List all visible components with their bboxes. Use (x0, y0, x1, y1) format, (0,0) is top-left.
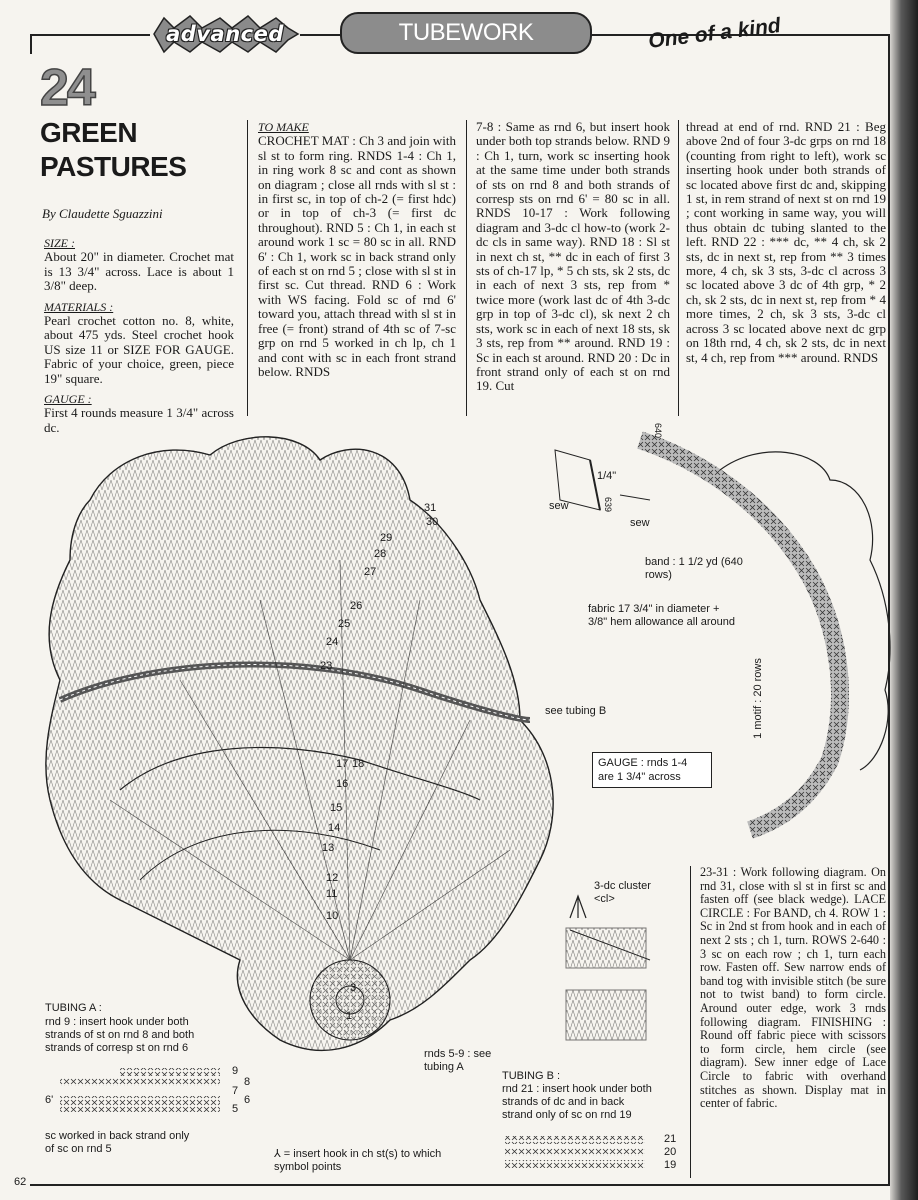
round-number-label: 1 (346, 1010, 353, 1022)
tubing-a-six-prime: 6' (45, 1094, 54, 1106)
round-number-label: 16 (336, 778, 349, 790)
tubing-a-text: rnd 9 : insert hook under both strands of st on rnd 8 and both strands of corresp st on rnd 6 (45, 1016, 195, 1054)
motif-label: 1 motif : 20 rows (751, 658, 764, 739)
round-number-label: 27 (364, 566, 377, 578)
round-number-label: 13 (322, 842, 335, 854)
insert-hook-icon: ⅄ (274, 1148, 284, 1160)
round-number-label: 28 (374, 548, 387, 560)
gauge-text: First 4 rounds measure 1 3/4" across dc. (44, 405, 234, 435)
mat-wedge (46, 437, 553, 1051)
sew-label-right: sew (630, 517, 650, 529)
tubing-b-rows (505, 1136, 645, 1168)
size-label: SIZE : (44, 236, 75, 250)
gauge-label: GAUGE : (44, 392, 92, 407)
tubing-b-title: TUBING B : (502, 1070, 561, 1082)
materials-label: MATERIALS : (44, 299, 114, 314)
tagline: One of a kind (647, 13, 782, 54)
round-number-label: 29 (380, 532, 393, 544)
cluster-symbol (566, 896, 650, 1040)
sew-label-left: sew (549, 500, 569, 512)
round-number-label: 18 (352, 758, 365, 770)
fabric-label: fabric 17 3/4" in diameter + 3/8" hem allowance all around (588, 603, 735, 628)
to-make-label: TO MAKE (258, 120, 309, 134)
tubework-badge: TUBEWORK (340, 12, 592, 54)
round-number-label: 3 (350, 982, 357, 994)
cluster-label: 3-dc cluster <cl> (594, 880, 651, 905)
symbol-note: ⅄ = insert hook in ch st(s) to which symbol points (274, 1148, 442, 1173)
pattern-title: GREEN PASTURES (40, 117, 187, 182)
round-number-label: 30 (426, 516, 439, 528)
round-number-label: 25 (338, 618, 351, 630)
tubing-a-note: sc worked in back strand only of sc on rnd 5 (45, 1130, 190, 1155)
materials-text: Pearl crochet cotton no. 8, white, about 475 yds. Steel crochet hook US size 11 or SIZE FOR GAUGE. Fabric of your choice, green, piece 19" square. (44, 313, 234, 386)
pattern-number: 24 (40, 59, 94, 117)
round-number-label: 10 (326, 910, 339, 922)
tubing-a-title: TUBING A : (45, 1002, 102, 1014)
tubing-a-row-number: 5 (232, 1103, 239, 1115)
instructions-col2: CROCHET MAT : Ch 3 and join with sl st to form ring. RNDS 1-4 : Ch 1, in ring work 8 sc and cont as shown on diagram ; close all rnds with sl st : in first sc, in top of ch-2 (= first hdc) or in top of ch-3 (= first dc throughout). RND 5 : Ch 1, in each st around work 1 sc = 80 sc in all. RND 6' : Ch 1, work sc in back strand only of each st on rnd 5 ; close with sl st in first sc. Cut thread. RND 6 : Work with WS facing. Fold sc of rnd 6' toward you, attach thread with sl st in free (= front) strand of 4th sc of 7-sc grp on rnd 5 worked in ch lp, ch 1 and cont with sc in each front strand below. RNDS (258, 133, 456, 379)
byline: By Claudette Sguazzini (42, 206, 163, 221)
instructions-col3: 7-8 : Same as rnd 6, but insert hook under both top strands below. RND 9 : Ch 1, turn, work sc inserting hook at the same time under both strands of sts on rnd 8 and both strands of corresp sts on rnd 6' = 80 sc in all. RNDS 10-17 : Work following diagram and 3-dc cl how-to (work 2-dc cls in same way). RND 18 : Sl st in next ch st, ** dc in each of first 3 sts of ch-17 lp, * 5 ch sts, sk 2 sts, dc in each of next 3 sts, rep from * twice more (work last dc of 4th 3-dc grp in top of 3-dc cl), sk next 2 ch sts, work sc in each of next 18 sts, sk 3 sts, rep from ** around. RND 19 : Sc in each st around. RND 20 : Dc in front strand only of each st on rnd 19. Cut (476, 119, 670, 394)
quarter-inch-label: 1/4" (597, 470, 617, 482)
tubing-a-row-number: 9 (232, 1065, 239, 1077)
page-number: 62 (14, 1176, 27, 1188)
tubing-b-text: rnd 21 : insert hook under both strands of dc and in back strand only of sc on rnd 19 (502, 1083, 652, 1121)
tubing-a-row-number: 8 (244, 1076, 251, 1088)
round-number-label: 12 (326, 872, 339, 884)
rnds-5-9-label: rnds 5-9 : see tubing A (424, 1048, 492, 1073)
size-text: About 20" in diameter. Crochet mat is 13 3/4" across. Lace is about 1 3/8" deep. (44, 249, 234, 294)
tubing-b-row-number: 21 (664, 1133, 677, 1145)
round-number-label: 15 (330, 802, 343, 814)
tubing-a-row-number: 7 (232, 1085, 239, 1097)
gauge-callout: GAUGE : rnds 1-4 are 1 3/4" across (592, 752, 712, 788)
round-number-label: 17 (336, 758, 349, 770)
tubing-a-rows (60, 1068, 220, 1112)
round-number-label: 24 (326, 636, 339, 648)
instructions-col4: thread at end of rnd. RND 21 : Beg above 2nd of four 3-dc grps on rnd 18 (counting from right to left), work sc inserting hook under both strands of sc located above first dc and, skipping 1 st, in rem strand of next st on rnd 19 ; cont working in same way, you will thus obtain dc tubing slanted to the left. RND 22 : *** dc, ** 4 ch, sk 2 sts, dc in next st, rep from ** 3 times more, 4 ch, sk 3 sts, 3-dc cl across 3 sc located above 3 dc of 4th grp, * 2 ch, sk 2 sts, dc in next st, rep from * 4 more times, 2 ch, sk 3 sts, 3-dc cl across 3 sc located above next dc grp on 18th rnd, 4 ch, sk 2 sts, dc in next st, 4 ch, rep from *** around. RNDS (686, 119, 886, 365)
see-tubing-b-label: see tubing B (545, 705, 607, 717)
band-ticks: 639 (603, 496, 614, 513)
advanced-badge-label: advanced (166, 22, 284, 46)
band-ticks: 640 (653, 422, 664, 439)
round-number-label: 11 (326, 888, 338, 900)
instructions-col5: 23-31 : Work following diagram. On rnd 31, close with sl st in first sc and fasten off (see black wedge). LACE CIRCLE : For BAND, ch 4. ROW 1 : Sc in 2nd st from hook and in each of next 2 sts ; ch 1, turn. ROWS 2-640 : 3 sc on each row ; ch 1, turn each row. Fasten off. Sew narrow ends of band tog with invisible stitch (be sure not to twist band) to form circle. Around outer edge, work 3 rnds following diagram. FINISHING : Round off fabric piece with scissors to form circle, hem circle (see diagram). Sew inner edge of Lace Circle to fabric with overhand stitches as shown. Display mat in center of fabric. (700, 865, 886, 1111)
tubing-b-row-number: 20 (664, 1146, 677, 1158)
round-number-label: 23 (320, 660, 333, 672)
tubing-b-row-number: 19 (664, 1159, 677, 1171)
round-number-label: 14 (328, 822, 341, 834)
band-label: band : 1 1/2 yd (640 rows) (645, 556, 743, 581)
round-number-label: 26 (350, 600, 363, 612)
round-number-label: 31 (424, 502, 437, 514)
tubing-a-row-number: 6 (244, 1094, 251, 1106)
